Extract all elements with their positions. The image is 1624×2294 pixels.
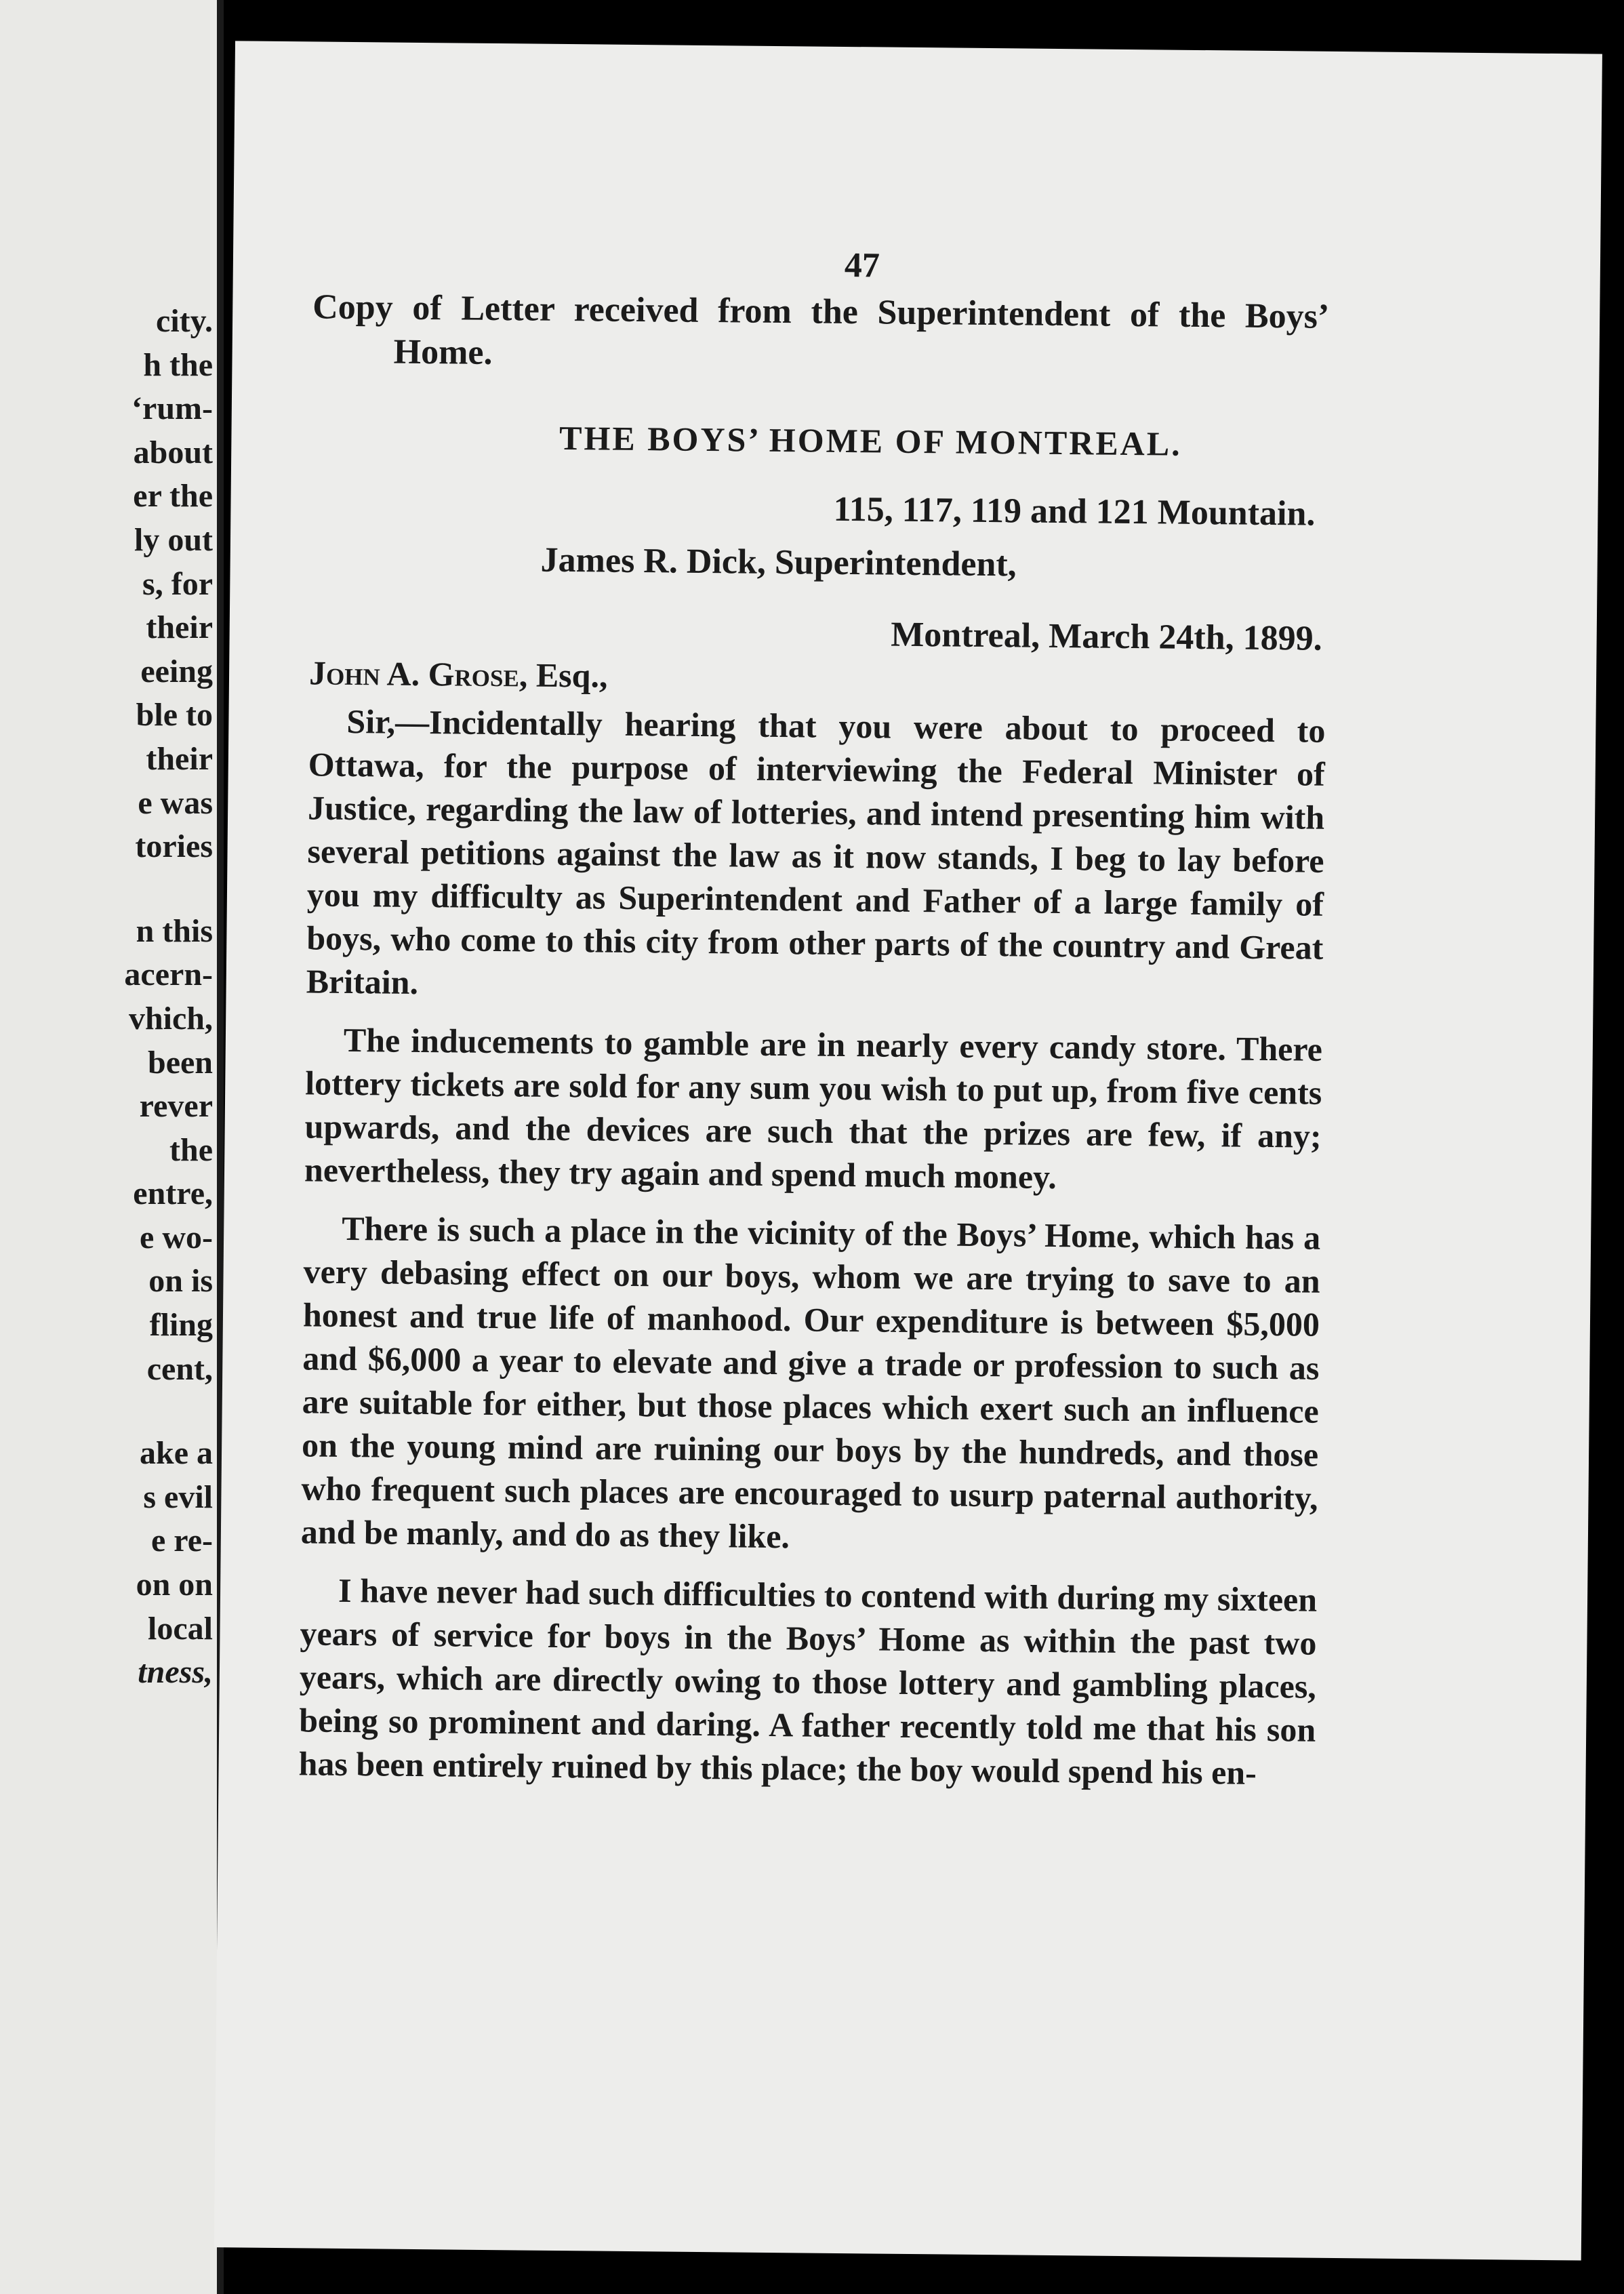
left-line: city. — [156, 303, 213, 339]
left-spacer — [9, 869, 213, 910]
letterhead-title: THE BOYS’ HOME OF MONTREAL. — [559, 418, 1182, 463]
paragraph: I have never had such difficulties to contend with during my sixteen years of service for boys in the Boys’ Home as within the past two years, which are directly owing to those lottery and gambling places, being so prominent and daring. A father recently told me that his son has been entirely ruined by this place; the boy would spend his en- — [298, 1571, 1318, 1792]
left-line: ‘rum- — [131, 390, 213, 427]
left-line: their — [146, 609, 213, 646]
left-line: e was — [138, 784, 213, 821]
page-content — [298, 238, 1330, 1794]
left-line: local — [148, 1610, 213, 1647]
left-line: been — [148, 1044, 213, 1081]
left-line: entre, — [133, 1175, 213, 1212]
left-line: n this — [136, 912, 213, 949]
left-line: e re- — [150, 1523, 213, 1559]
left-line: cent, — [146, 1350, 213, 1387]
letter-body — [298, 699, 1325, 1794]
left-spacer — [9, 1391, 213, 1432]
left-line: h the — [143, 346, 213, 383]
letter-date: Montreal, March 24th, 1899. — [890, 615, 1322, 658]
letterhead-address: 115, 117, 119 and 121 Mountain. — [833, 489, 1316, 534]
left-line: ake a — [140, 1435, 213, 1472]
previous-page-edge — [0, 0, 224, 2294]
left-line: s, for — [142, 565, 213, 602]
addressee-suffix: , Esq., — [519, 656, 608, 695]
letter-heading: Copy of Letter received from the Superintendent of the Boys’ Home. — [312, 287, 1330, 372]
addressee-name: John A. Grose — [308, 653, 520, 694]
left-line: on on — [136, 1567, 213, 1603]
paragraph: The inducements to gamble are in nearly every candy store. There lottery tickets are sold for any sum you wish to put up, from five cents upwards, and the devices are such that the prizes are few, if any; nevertheless, they try again and spend much money. — [304, 1020, 1323, 1196]
letterhead-superintendent: James R. Dick, Superintendent, — [540, 540, 1017, 584]
left-line: about — [133, 434, 213, 470]
left-line: acern- — [124, 957, 213, 993]
left-line: s evil — [143, 1478, 213, 1515]
left-line: the — [169, 1131, 213, 1168]
document-page — [214, 41, 1602, 2260]
left-line: tories — [135, 828, 213, 865]
left-line: vhich, — [128, 1000, 213, 1037]
previous-page-text — [9, 300, 213, 1695]
left-line: rever — [139, 1088, 213, 1125]
page-number: 47 — [844, 245, 880, 285]
left-line: tness, — [138, 1654, 213, 1691]
left-line: ble to — [136, 697, 213, 733]
left-line: their — [146, 740, 213, 777]
left-line: on is — [148, 1263, 213, 1300]
left-line: e wo- — [140, 1219, 213, 1255]
paragraph: Sir,—Incidentally hearing that you were about to proceed to Ottawa, for the purpose of interviewing the Federal Minister of Justice, regarding the law of lotteries, and intend presenting him with several petitions against the law as it now stands, I beg to lay before you my difficulty as Superintendent and Father of a large family of boys, who come to this city from other parts of the country and Great Britain. — [306, 702, 1326, 1001]
left-line: fling — [149, 1307, 213, 1344]
left-line: er the — [133, 478, 213, 515]
left-line: eeing — [140, 653, 213, 689]
left-line: ly out — [134, 521, 213, 558]
paragraph: There is such a place in the vicinity of the Boys’ Home, which has a very debasing effect on our boys, whom we are trying to save to an honest and true life of manhood. Our expenditure is between $5,000 and $6,000 a year to elevate and give a trade or profession to such as are suitable for either, but those places which exert such an influence on the young mind are ruining our boys by the hundreds, and those who frequent such places are encouraged to usurp paternal authority, and be manly, and do as they like. — [300, 1209, 1321, 1556]
